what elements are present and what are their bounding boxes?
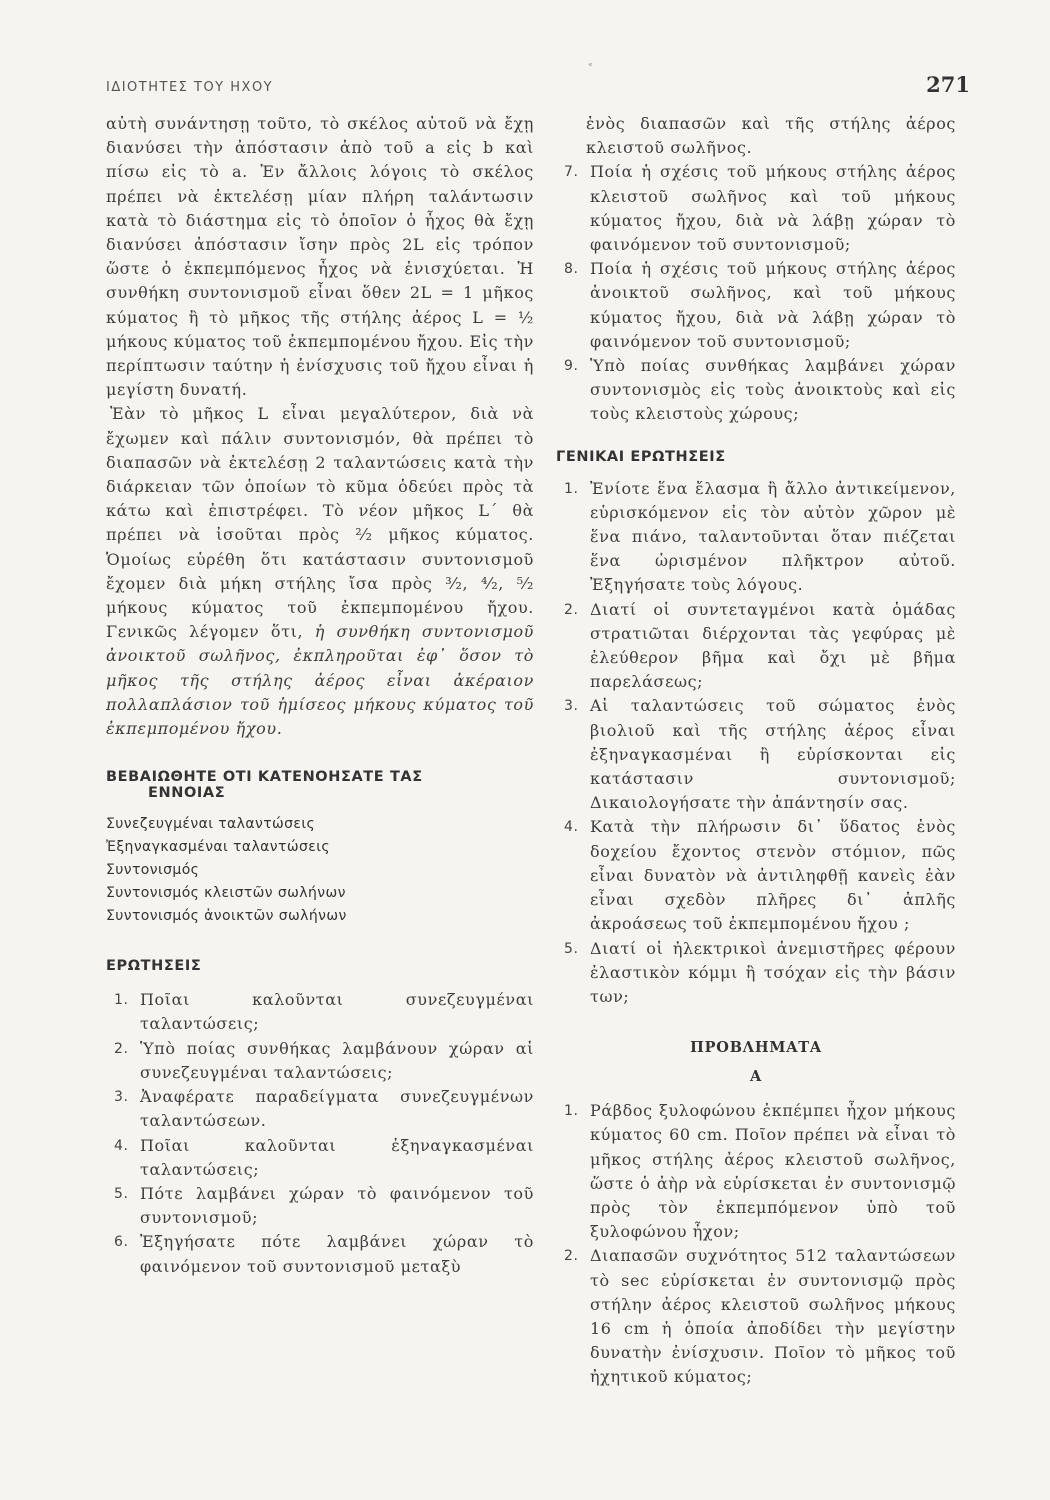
question-text: Ἐνίοτε ἕνα ἔλασμα ἢ ἄλλο ἀντικείμενον, εὑρισκόμενον εἰς τὸν αὐτὸν χῶρον μὲ ἕνα πιάνο, ταλαντοῦνται ὅταν πιέζεται ἕνα ὡρισμένον πλῆκτρον αὐτοῦ. Ἐξηγήσατε τοὺς λόγους. (590, 478, 956, 595)
question-text: Ποία ἡ σχέσις τοῦ μήκους στήλης ἀέρος κλειστοῦ σωλῆνος καὶ τοῦ μήκους κύματος ἤχου, διὰ νὰ λάβῃ χώραν τὸ φαινόμενον τοῦ συντονισμοῦ; (590, 162, 956, 255)
concept-item: Συντονισμός ἀνοικτῶν σωλήνων (106, 908, 347, 925)
question-text: Κατὰ τὴν πλήρωσιν δι᾿ ὕδατος ἑνὸς δοχείου ἔχοντος στενὸν στόμιον, πῶς εἶναι δυνατὸν νὰ ἀντιληφθῇ κανεὶς ἐὰν εἶναι σχεδὸν πλῆρες δι᾿ ἁπλῆς ἀκροάσεως τοῦ ἐκπεμπομένου ἤχου ; (590, 817, 956, 934)
concept-item: Ἐξηναγκασμέναι ταλαντώσεις (106, 839, 330, 856)
question-text: Ποῖαι καλοῦνται ἐξηναγκασμέναι ταλαντώσεις; (140, 1135, 534, 1179)
question-text: Ποῖαι καλοῦνται συνεζευγμέναι ταλαντώσεις; (140, 990, 534, 1034)
question-item (556, 354, 956, 427)
question-text: Πότε λαμβάνει χώραν τὸ φαινόμενον τοῦ συντονισμοῦ; (140, 1183, 534, 1228)
questions-list-continued (556, 160, 956, 426)
question-item (106, 1134, 534, 1182)
resonance-condition-statement: ἡ συνθήκη συντονισμοῦ ἀνοικτοῦ σωλῆνος, ἐκπληροῦται ἐφ᾿ ὅσον τὸ μῆκος τῆς στήλης ἀέρος εἶναι ἀκέραιον πολλαπλάσιον τοῦ ἡμίσεος μήκους κύματος τοῦ ἐκπεμπομένου ἤχου. (106, 622, 534, 739)
general-question-item (556, 815, 956, 936)
concepts-heading (106, 769, 534, 801)
general-question-item (556, 937, 956, 1010)
printer-mark: « (588, 60, 593, 69)
concepts-list (106, 813, 534, 928)
question-number: 5. (564, 940, 579, 957)
general-question-item (556, 694, 956, 815)
question-number: 6. (114, 1234, 129, 1251)
question-number: 3. (564, 698, 579, 715)
question-text: Ὑπὸ ποίας συνθήκας λαμβάνει χώραν συντονισμὸς εἰς τοὺς ἀνοικτοὺς καὶ εἰς τοὺς κλειστοὺς χώρους; (590, 356, 956, 424)
question-item (556, 257, 956, 354)
question-number: 2. (564, 601, 579, 618)
question-item (106, 1230, 534, 1278)
question-item (556, 160, 956, 257)
problems-list (556, 1099, 956, 1389)
question-number: 8. (564, 261, 579, 278)
question-item (106, 1085, 534, 1133)
question-number: 5. (114, 1185, 129, 1202)
body-paragraph-2 (106, 402, 534, 741)
question-text: Αἱ ταλαντώσεις τοῦ σώματος ἑνὸς βιολιοῦ καὶ τῆς στήλης ἀέρος εἶναι ἐξηναγκασμέναι ἢ εὑρίσκονται εἰς κατάστασιν συντονισμοῦ; Δικαιολογήσατε τὴν ἀπάντησίν σας. (590, 696, 956, 813)
question-text: Ἐξηγήσατε πότε λαμβάνει χώραν τὸ φαινόμενον τοῦ συντονισμοῦ μεταξὺ (140, 1232, 534, 1276)
question-6-continuation: ἑνὸς διαπασῶν καὶ τῆς στήλης ἀέρος κλειστοῦ σωλῆνος. (586, 114, 956, 158)
questions-heading: ΕΡΩΤΗΣΕΙΣ (106, 958, 202, 975)
question-text: Διατί οἱ ἠλεκτρικοὶ ἀνεμιστῆρες φέρουν ἐλαστικὸν κόμμι ἢ τσόχαν εἰς τὴν βάσιν των; (590, 938, 956, 1006)
concept-item: Συνεζευγμέναι ταλαντώσεις (106, 816, 316, 833)
problems-subheading: Α (749, 1068, 763, 1086)
question-number: 7. (564, 164, 579, 181)
concepts-heading-line-1: ΒΕΒΑΙΩΘΗΤΕ ΟΤΙ ΚΑΤΕΝΟΗΣΑΤΕ ΤΑΣ (106, 769, 423, 786)
question-text: Ποία ἡ σχέσις τοῦ μήκους στήλης ἀέρος ἀνοικτοῦ σωλῆνος, καὶ τοῦ μήκους κύματος ἤχου, διὰ νὰ λάβῃ χώραν τὸ φαινόμενον τοῦ συντονισμοῦ; (590, 259, 956, 351)
general-question-item (556, 477, 956, 598)
question-item (106, 1037, 534, 1085)
question-item (106, 988, 534, 1036)
concepts-heading-line-2: ΕΝΝΟΙΑΣ (148, 785, 226, 802)
problem-item (556, 1244, 956, 1389)
general-questions-list (556, 477, 956, 1009)
question-number: 3. (114, 1089, 129, 1106)
concept-item: Συντονισμός κλειστῶν σωλήνων (106, 885, 346, 902)
question-number: 9. (564, 358, 579, 375)
question-text: Ἀναφέρατε παραδείγματα συνεζευγμένων ταλαντώσεων. (140, 1087, 534, 1131)
body-paragraph-1: αὐτὴ συνάντησῃ τοῦτο, τὸ σκέλος αὐτοῦ νὰ ἔχῃ διανύσει τὴν ἀπόστασιν ἀπὸ τοῦ a εἰς b καὶ πίσω εἰς τὸ a. Ἐν ἄλλοις λόγοις τὸ σκέλος πρέπει νὰ ἐκτελέσῃ μίαν πλήρη ταλάντωσιν κατὰ τὸ διάστημα εἰς τὸ ὁποῖον ὁ ἦχος θὰ ἔχῃ διανύσει ἀπόστασιν ἴσην πρὸς 2L εἰς τρόπον ὥστε ὁ ἐκπεμπόμενος ἦχος νὰ ἐνισχύεται. Ἡ συνθήκη συντονισμοῦ εἶναι ὅθεν 2L = 1 μῆκος κύματος ἢ τὸ μῆκος τῆς στήλης ἀέρος L = ½ μήκους κύματος τοῦ ἐκπεμπομένου ἤχου. Εἰς τὴν περίπτωσιν ταύτην ἡ ἐνίσχυσις τοῦ ἤχου εἶναι ἡ μεγίστη δυνατή. (106, 114, 534, 400)
question-number: 4. (114, 1137, 129, 1154)
problem-text: Ράβδος ξυλοφώνου ἐκπέμπει ἦχον μήκους κύματος 60 cm. Ποῖον πρέπει νὰ εἶναι τὸ μῆκος στήλης ἀέρος κλειστοῦ σωλῆνος, ὥστε ὁ ἀὴρ νὰ εὑρίσκεται ἐν συντονισμῷ πρὸς τὸν ἐκπεμπόμενον ὑπὸ τοῦ ξυλοφώνου ἦχον; (590, 1101, 956, 1242)
right-column (556, 112, 956, 1390)
question-text: Ὑπὸ ποίας συνθήκας λαμβάνουν χώραν αἱ συνεζευγμέναι ταλαντώσεις; (140, 1038, 534, 1082)
general-questions-heading: ΓΕΝΙΚΑΙ ΕΡΩΤΗΣΕΙΣ (556, 448, 726, 465)
page-number: 271 (926, 72, 970, 97)
problem-item (556, 1099, 956, 1244)
questions-list (106, 988, 534, 1278)
question-number: 1. (564, 480, 579, 497)
question-number: 4. (564, 819, 579, 836)
question-number: 2. (114, 1040, 129, 1057)
problems-heading: ΠΡΟΒΛΗΜΑΤΑ (690, 1039, 822, 1057)
problem-number: 1. (564, 1103, 579, 1120)
concept-item: Συντονισμός (106, 862, 200, 879)
question-text: Διατί οἱ συντεταγμένοι κατὰ ὁμάδας στρατιῶται διέρχονται τὰς γεφύρας μὲ ἐλεύθερον βῆμα καὶ ὄχι μὲ βῆμα παρελάσεως; (590, 599, 956, 692)
left-column (106, 112, 534, 1279)
question-item (106, 1182, 534, 1230)
problem-number: 2. (564, 1248, 579, 1265)
question-number: 1. (114, 992, 129, 1009)
body-paragraph-2-text: Ἐὰν τὸ μῆκος L εἶναι μεγαλύτερον, διὰ νὰ ἔχωμεν καὶ πάλιν συντονισμόν, θὰ πρέπει τὸ διαπασῶν νὰ ἐκτελέσῃ 2 ταλαντώσεις κατὰ τὴν διάρκειαν τῶν ὁποίων τὸ κῦμα ὁδεύει πρὸς τὰ κάτω καὶ ἐπιστρέφει. Τὸ νέον μῆκος L΄ θὰ πρέπει νὰ ἰσοῦται πρὸς ²⁄₂ μῆκος κύματος. Ὁμοίως εὑρέθη ὅτι κατάστασιν συντονισμοῦ ἔχομεν διὰ μήκη στήλης ἴσα πρὸς ³⁄₂, ⁴⁄₂, ⁵⁄₂ μήκους κύματος τοῦ ἐκπεμπομένου ἤχου. Γενικῶς λέγομεν ὅτι, (106, 404, 534, 642)
problem-text: Διαπασῶν συχνότητος 512 ταλαντώσεων τὸ sec εὑρίσκεται ἐν συντονισμῷ πρὸς στήλην ἀέρος κλειστοῦ σωλῆνος μήκους 16 cm ἡ ὁποία ἀποδίδει τὴν μεγίστην δυνατὴν ἐνίσχυσιν. Ποῖον τὸ μῆκος τοῦ ἠχητικοῦ κύματος; (590, 1246, 956, 1387)
running-head: ΙΔΙΟΤΗΤΕΣ ΤΟΥ ΗΧΟΥ (106, 80, 274, 95)
general-question-item (556, 598, 956, 695)
